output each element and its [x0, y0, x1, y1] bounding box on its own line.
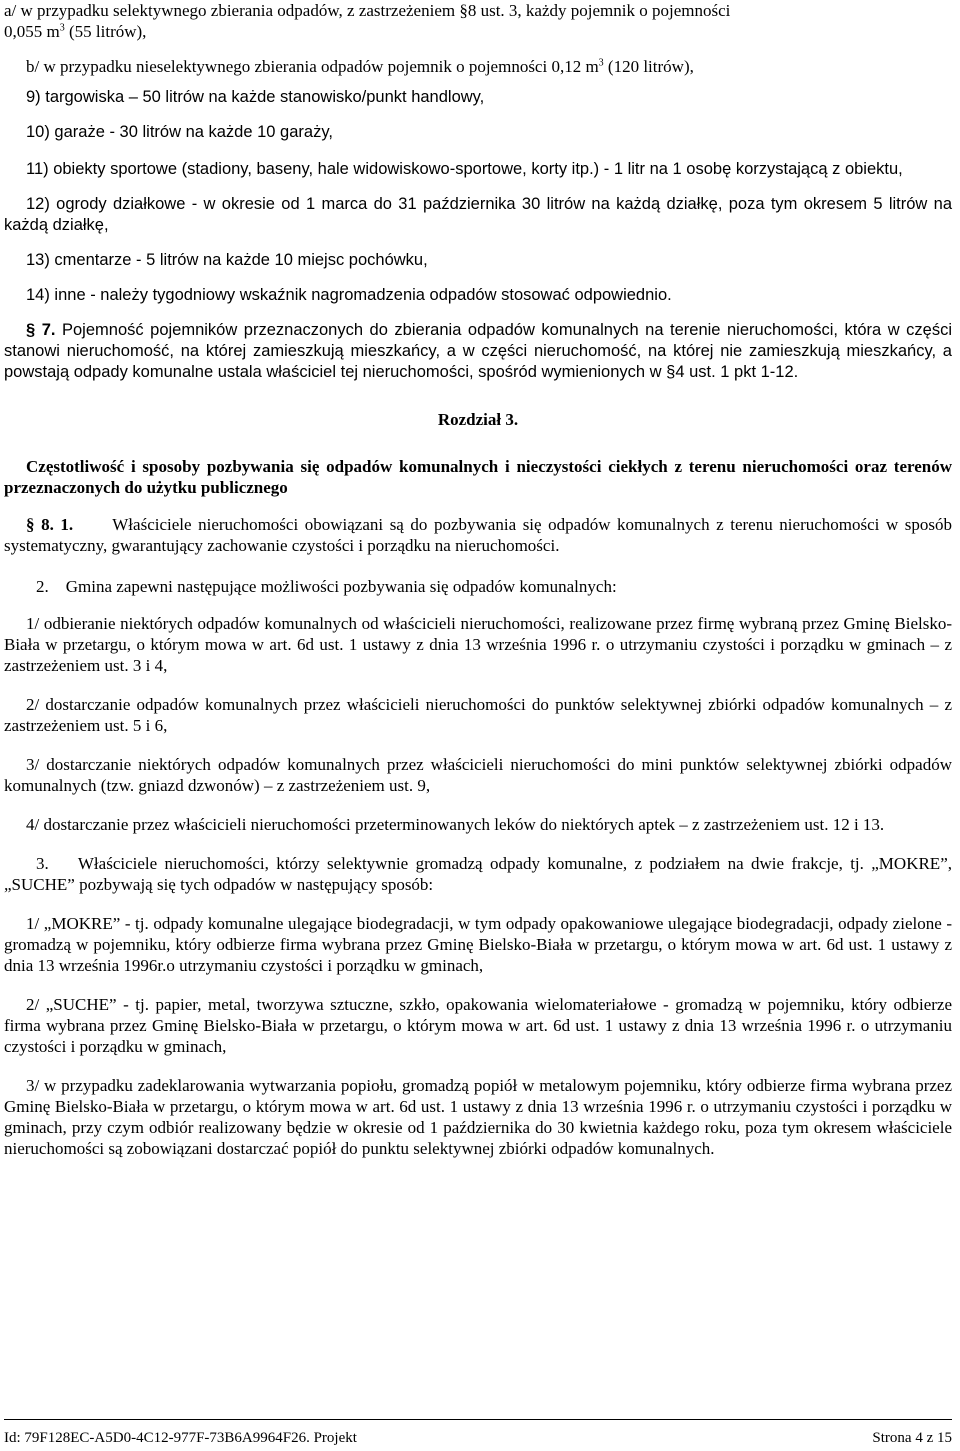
section-2-item-1: 1/ odbieranie niektórych odpadów komunalnych od właścicieli nieruchomości, realizowane przez firmę wybraną przez Gminę Bielsko-Biała w przetargu, o którym mowa w art. 6d ust. 1 ustawy z dnia 13 września 1996 r. o utrzymaniu czystości i porządku w gminach – z zastrzeżeniem ust. 3 i 4, — [4, 614, 952, 675]
line-b-post: (120 litrów), — [603, 57, 694, 76]
paragraph-7-text: Pojemność pojemników przeznaczonych do zbierania odpadów komunalnych na terenie nieruchomości, która w części stanowi nieruchomość, na której zamieszkują mieszkańcy, a w części nieruchomość, na której nie zamieszkują mieszkańcy, a powstają odpady komunalne ustala właściciel tej nieruchomości, spośród wymienionych w §4 ust. 1 pkt 1-12. — [4, 321, 952, 381]
line-a — [4, 0, 952, 21]
line-a2 — [4, 21, 952, 42]
line-b-pre: b/ w przypadku nieselektywnego zbierania odpadów pojemnik o pojemności 0,12 m — [26, 57, 599, 76]
section-3-item-1: 1/ „MOKRE” - tj. odpady komunalne ulegające biodegradacji, w tym odpady opakowaniowe ulegające biodegradacji, odpady zielone - gromadzą w pojemniku, który odbierze firma wybrana przez Gminę Bielsko-Biała w przetargu, o którym mowa w art. 6d ust. 1 ustawy z dnia 13 września 1996r.o utrzymaniu czystości i porządku w gminach, — [4, 914, 952, 975]
line-b-sup: 3 — [598, 57, 604, 69]
section-1-text: Właściciele nieruchomości obowiązani są do pozbywania się odpadów komunalnych z terenu nieruchomości w sposób systematyczny, gwarantujący zachowanie czystości i porządku na nieruchomości. — [4, 515, 953, 555]
line-b — [4, 56, 952, 77]
paragraph-7-number: § 7. — [26, 321, 56, 339]
chapter-heading: Częstotliwość i sposoby pozbywania się odpadów komunalnych i nieczystości ciekłych z terenu nieruchomości oraz terenów przeznaczonych do użytku publicznego — [4, 457, 952, 497]
item-12: 12) ogrody działkowe - w okresie od 1 marca do 31 października 30 litrów na każdą działkę, poza tym okresem 5 litrów na każdą działkę, — [4, 195, 952, 234]
section-1-number: 1. — [60, 515, 74, 534]
paragraph-7 — [4, 320, 952, 383]
item-9: 9) targowiska – 50 litrów na każde stanowisko/punkt handlowy, — [26, 88, 485, 106]
section-2-item-4: 4/ dostarczanie przez właścicieli nieruchomości przeterminowanych leków do niektórych aptek – z zastrzeżeniem ust. 12 i 13. — [26, 815, 885, 834]
section-3 — [4, 853, 952, 895]
section-2-item-2: 2/ dostarczanie odpadów komunalnych przez właścicieli nieruchomości do punktów selektywnej zbiórki odpadów komunalnych – z zastrzeżeniem ust. 5 i 6, — [4, 695, 952, 735]
line-a2-post: (55 litrów), — [64, 22, 147, 41]
paragraph-8-section-1 — [4, 514, 952, 556]
document-page — [4, 0, 952, 1159]
section-3-item-3: 3/ w przypadku zadeklarowania wytwarzania popiołu, gromadzą popiół w metalowym pojemniku, który odbierze firma wybrana przez Gminę Bielsko-Biała w przetargu, o którym mowa w art. 6d ust. 1 ustawy z dnia 13 września 1996 r. o utrzymaniu czystości i porządku w gminach, przy czym odbiór realizowany będzie w okresie od 1 października do 30 kwietnia każdego roku, poza tym okresem właściciele nieruchomości są zobowiązani dostarczać popiół do punktu selektywnej zbiórki odpadów komunalnych. — [4, 1076, 952, 1158]
line-a2-sup: 3 — [59, 22, 65, 34]
item-11: 11) obiekty sportowe (stadiony, baseny, hale widowiskowo-sportowe, korty itp.) - 1 litr na 1 osobę korzystającą z obiektu, — [26, 160, 903, 178]
line-a2-pre: 0,055 m — [4, 22, 60, 41]
paragraph-8-number: § 8. — [26, 515, 54, 534]
section-3-number: 3. — [36, 854, 49, 873]
page-footer — [4, 1419, 952, 1449]
section-3-text: Właściciele nieruchomości, którzy selektywnie gromadzą odpady komunalne, z podziałem na dwie frakcje, tj. „MOKRE”, „SUCHE” pozbywają się tych odpadów w następujący sposób: — [4, 854, 952, 894]
section-2-item-3: 3/ dostarczanie niektórych odpadów komunalnych przez właścicieli nieruchomości do mini punktów selektywnej zbiórki odpadów komunalnych (tzw. gniazd dzwonów) – z zastrzeżeniem ust. 9, — [4, 755, 952, 795]
item-13: 13) cmentarze - 5 litrów na każde 10 miejsc pochówku, — [26, 251, 428, 269]
section-2-text: Gmina zapewni następujące możliwości pozbywania się odpadów komunalnych: — [65, 577, 617, 596]
line-a-text: a/ w przypadku selektywnego zbierania odpadów, z zastrzeżeniem §8 ust. 3, każdy pojemnik o pojemności — [4, 1, 731, 20]
item-14: 14) inne - należy tygodniowy wskaźnik nagromadzenia odpadów stosować odpowiednio. — [26, 286, 672, 304]
page-number: Strona 4 z 15 — [872, 1430, 952, 1446]
section-3-item-2: 2/ „SUCHE” - tj. papier, metal, tworzywa sztuczne, szkło, opakowania wielomateriałowe - gromadzą w pojemniku, który odbierze firma wybrana przez Gminę Bielsko-Biała w przetargu, o którym mowa w art. 6d ust. 1 ustawy z dnia 13 września 1996 r. o utrzymaniu czystości i porządku w gminach, — [4, 995, 952, 1056]
section-2 — [4, 576, 952, 597]
item-10: 10) garaże - 30 litrów na każde 10 garaży, — [26, 123, 333, 141]
section-2-number: 2. — [36, 577, 49, 596]
document-id: Id: 79F128EC-A5D0-4C12-977F-73B6A9964F26. Projekt — [4, 1430, 357, 1446]
chapter-title: Rozdział 3. — [437, 410, 519, 429]
